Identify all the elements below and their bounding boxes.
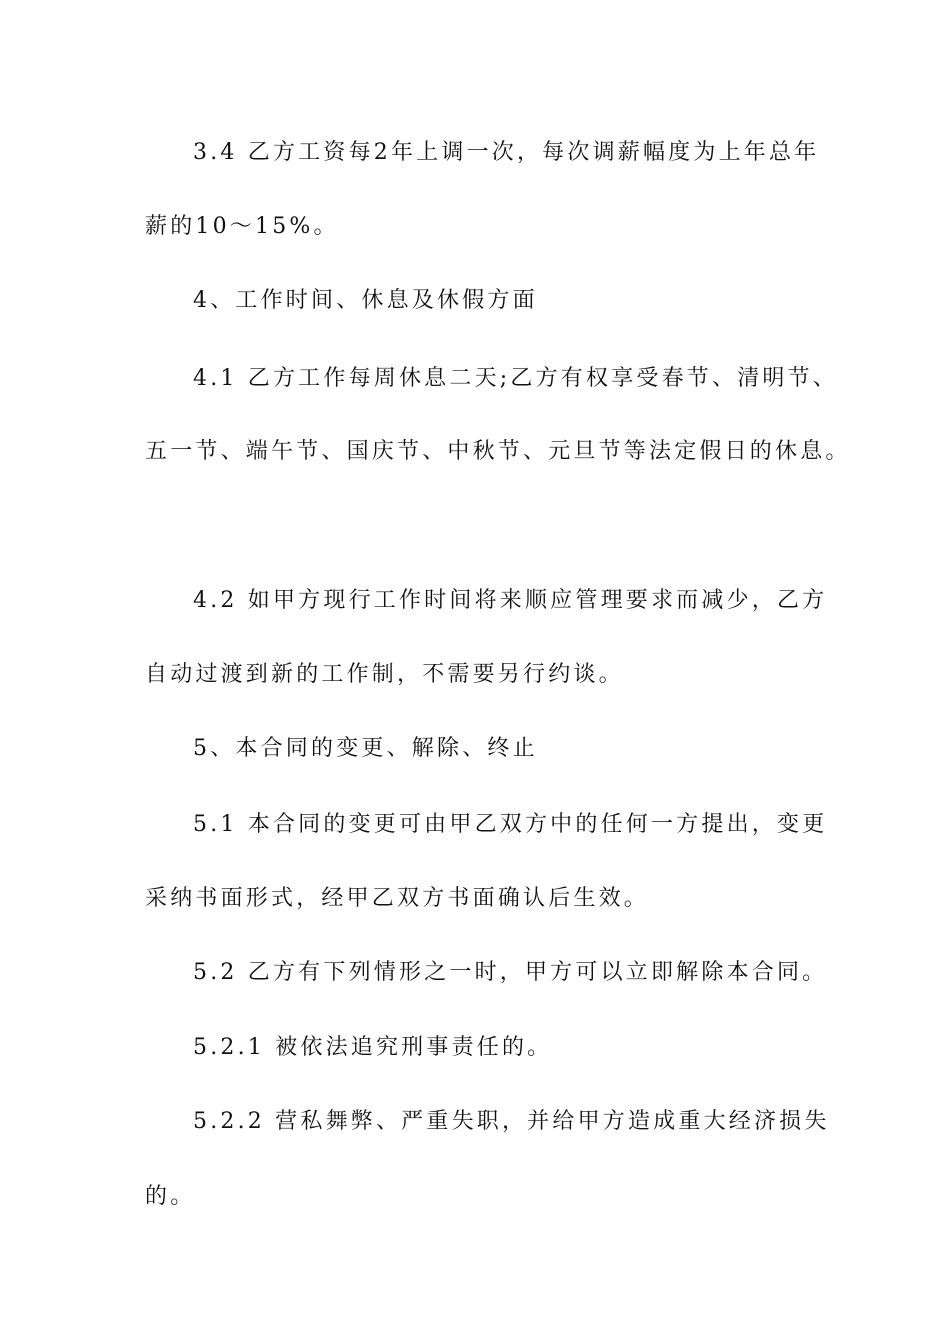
clause-3-4-line-1: 3.4 乙方工资每2年上调一次，每次调薪幅度为上年总年 bbox=[193, 140, 820, 165]
clause-3-4-line-2: 薪的10～15%。 bbox=[145, 214, 339, 239]
clause-5-1-line-2: 采纳书面形式，经甲乙双方书面确认后生效。 bbox=[145, 886, 650, 911]
clause-5-1-line-1: 5.1 本合同的变更可由甲乙双方中的任何一方提出，变更 bbox=[193, 812, 828, 837]
section-5-heading: 5、本合同的变更、解除、终止 bbox=[193, 736, 538, 761]
clause-4-2-line-2: 自动过渡到新的工作制，不需要另行约谈。 bbox=[145, 662, 624, 687]
clause-5-2-2-line-2: 的。 bbox=[145, 1184, 196, 1209]
clause-4-1-line-1: 4.1 乙方工作每周休息二天;乙方有权享受春节、清明节、 bbox=[193, 366, 838, 391]
clause-5-2-1-line: 5.2.1 被依法追究刑事责任的。 bbox=[193, 1035, 553, 1060]
clause-4-1-line-2: 五一节、端午节、国庆节、中秋节、元旦节等法定假日的休息。 bbox=[145, 439, 851, 464]
section-4-heading: 4、工作时间、休息及休假方面 bbox=[193, 288, 538, 313]
clause-4-2-line-1: 4.2 如甲方现行工作时间将来顺应管理要求而减少，乙方 bbox=[193, 588, 828, 613]
clause-5-2-line: 5.2 乙方有下列情形之一时，甲方可以立即解除本合同。 bbox=[193, 960, 828, 985]
clause-5-2-2-line-1: 5.2.2 营私舞弊、严重失职，并给甲方造成重大经济损失 bbox=[193, 1109, 830, 1134]
